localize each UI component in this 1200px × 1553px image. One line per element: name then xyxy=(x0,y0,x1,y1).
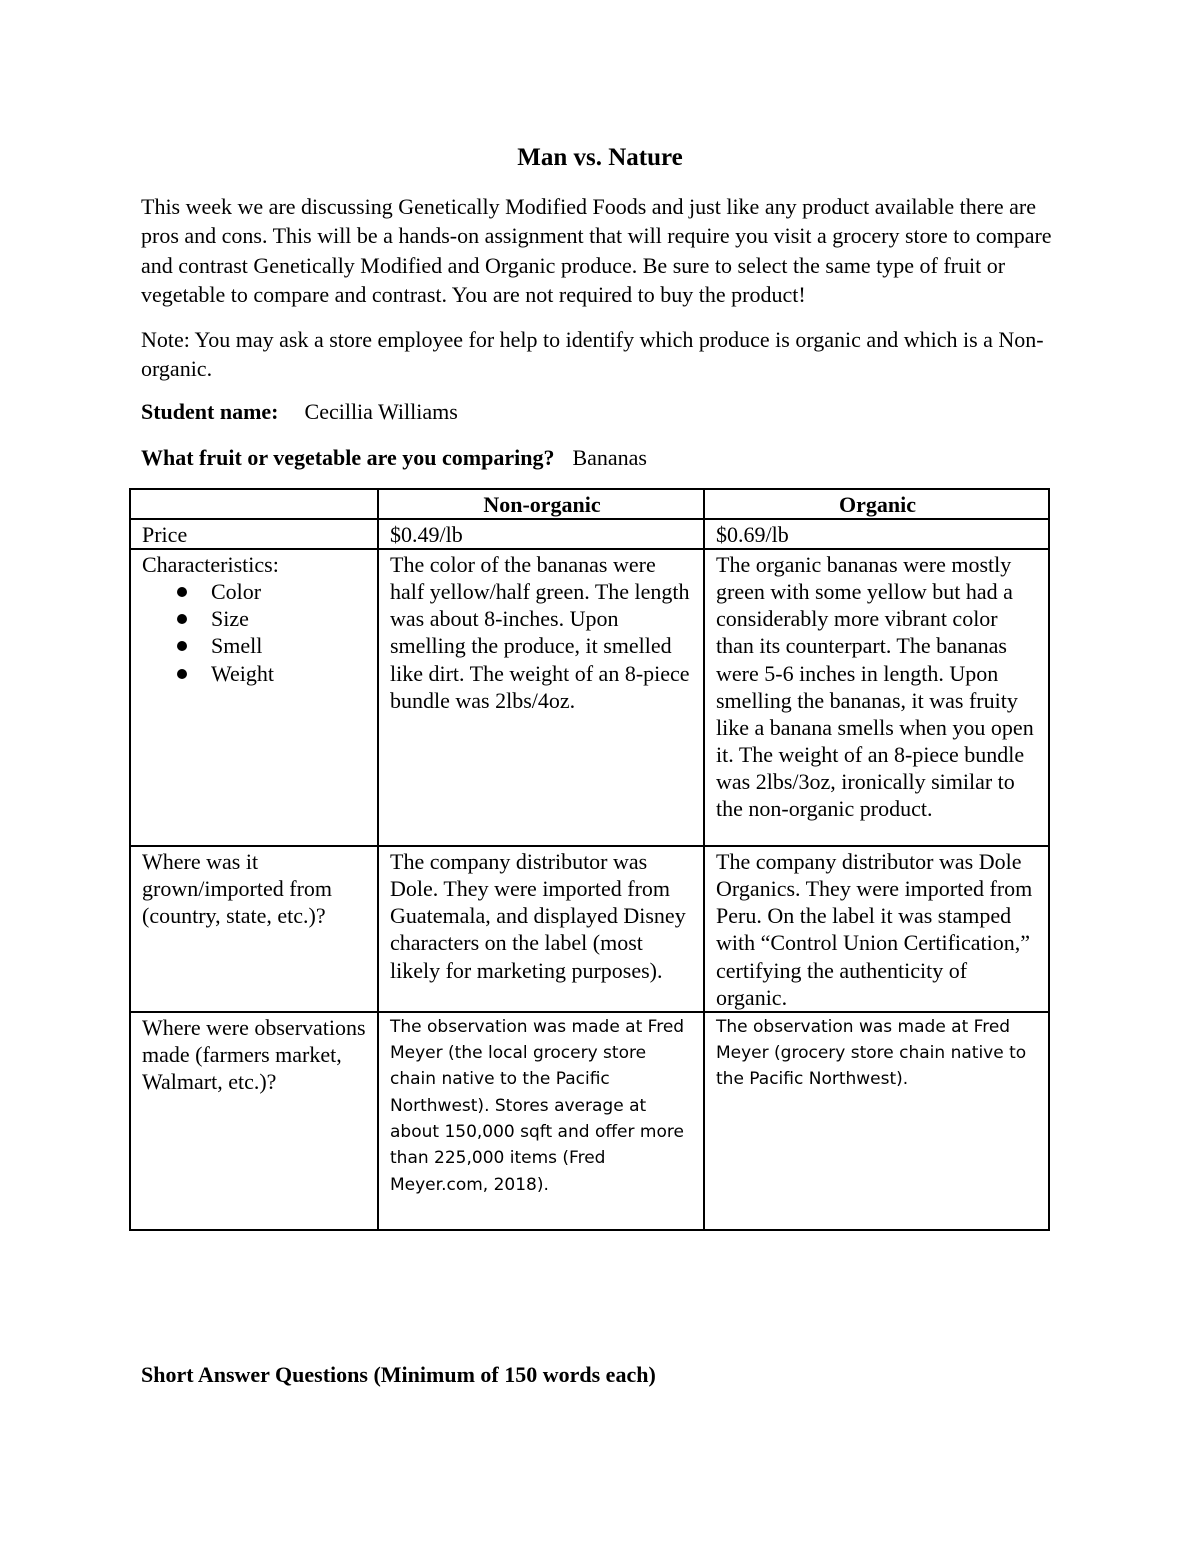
characteristics-cell xyxy=(130,549,378,846)
student-name-value: Cecillia Williams xyxy=(304,399,458,424)
characteristics-non-organic: The color of the bananas were half yellow/half green. The length was about 8-inches. Upon smelling the produce, it smelled like dirt. The weight of an 8-piece bundle was 2lbs/4oz. xyxy=(378,549,704,846)
comparing-label: What fruit or vegetable are you comparing? xyxy=(141,445,555,470)
document-title: Man vs. Nature xyxy=(517,144,683,171)
student-name-label: Student name: xyxy=(141,399,279,424)
table-row-origin xyxy=(130,846,1049,1012)
characteristics-organic: The organic bananas were mostly green with some yellow but had a considerably more vibrant color than its counterpart. The bananas were 5-6 inches in length. Upon smelling the bananas, it was fruity like a banana smells when you open it. The weight of an 8-piece bundle was 2lbs/3oz, ironically similar to the non-organic product. xyxy=(704,549,1049,846)
table-row-price xyxy=(130,519,1049,549)
short-answer-heading: Short Answer Questions (Minimum of 150 words each) xyxy=(141,1362,656,1387)
price-non-organic: $0.49/lb xyxy=(378,519,704,549)
origin-label: Where was it grown/imported from (country, state, etc.)? xyxy=(130,846,378,1012)
observations-non-organic: The observation was made at Fred Meyer (the local grocery store chain native to the Pacific Northwest). Stores average at about 150,000 sqft and offer more than 225,000 items (Fred Meyer.com, 2018). xyxy=(378,1012,704,1230)
price-label: Price xyxy=(130,519,378,549)
comparing-value: Bananas xyxy=(572,445,647,470)
bullet-icon xyxy=(177,614,187,624)
comparing-line xyxy=(141,443,647,472)
table-row-observations xyxy=(130,1012,1049,1230)
list-item: Color xyxy=(142,578,368,605)
origin-non-organic: The company distributor was Dole. They were imported from Guatemala, and displayed Disney characters on the label (most likely for marketing purposes). xyxy=(378,846,704,1012)
bullet-icon xyxy=(177,669,187,679)
list-item: Size xyxy=(142,605,368,632)
list-item: Weight xyxy=(142,660,368,687)
observations-label: Where were observations made (farmers market, Walmart, etc.)? xyxy=(130,1012,378,1230)
student-name-line xyxy=(141,397,458,426)
characteristics-label: Characteristics: xyxy=(142,552,279,578)
price-organic: $0.69/lb xyxy=(704,519,1049,549)
table-row-characteristics xyxy=(130,549,1049,846)
list-item: Smell xyxy=(142,632,368,659)
comparison-table xyxy=(129,488,1050,1231)
table-header-row xyxy=(130,489,1049,519)
observations-organic: The observation was made at Fred Meyer (grocery store chain native to the Pacific Northwest). xyxy=(704,1012,1049,1230)
intro-paragraph: This week we are discussing Genetically Modified Foods and just like any product available there are pros and cons. This will be a hands-on assignment that will require you visit a grocery store to compare and contrast Genetically Modified and Organic produce. Be sure to select the same type of fruit or vegetable to compare and contrast. You are not required to buy the product! xyxy=(141,194,1052,307)
note-paragraph: Note: You may ask a store employee for help to identify which produce is organic and which is a Non-organic. xyxy=(141,327,1044,382)
bullet-icon xyxy=(177,587,187,597)
origin-organic: The company distributor was Dole Organics. They were imported from Peru. On the label it was stamped with “Control Union Certification,” certifying the authenticity of organic. xyxy=(704,846,1049,1012)
header-non-organic: Non-organic xyxy=(378,489,704,519)
characteristics-list xyxy=(142,578,368,686)
header-empty-cell xyxy=(130,489,378,519)
bullet-icon xyxy=(177,641,187,651)
header-organic: Organic xyxy=(704,489,1049,519)
